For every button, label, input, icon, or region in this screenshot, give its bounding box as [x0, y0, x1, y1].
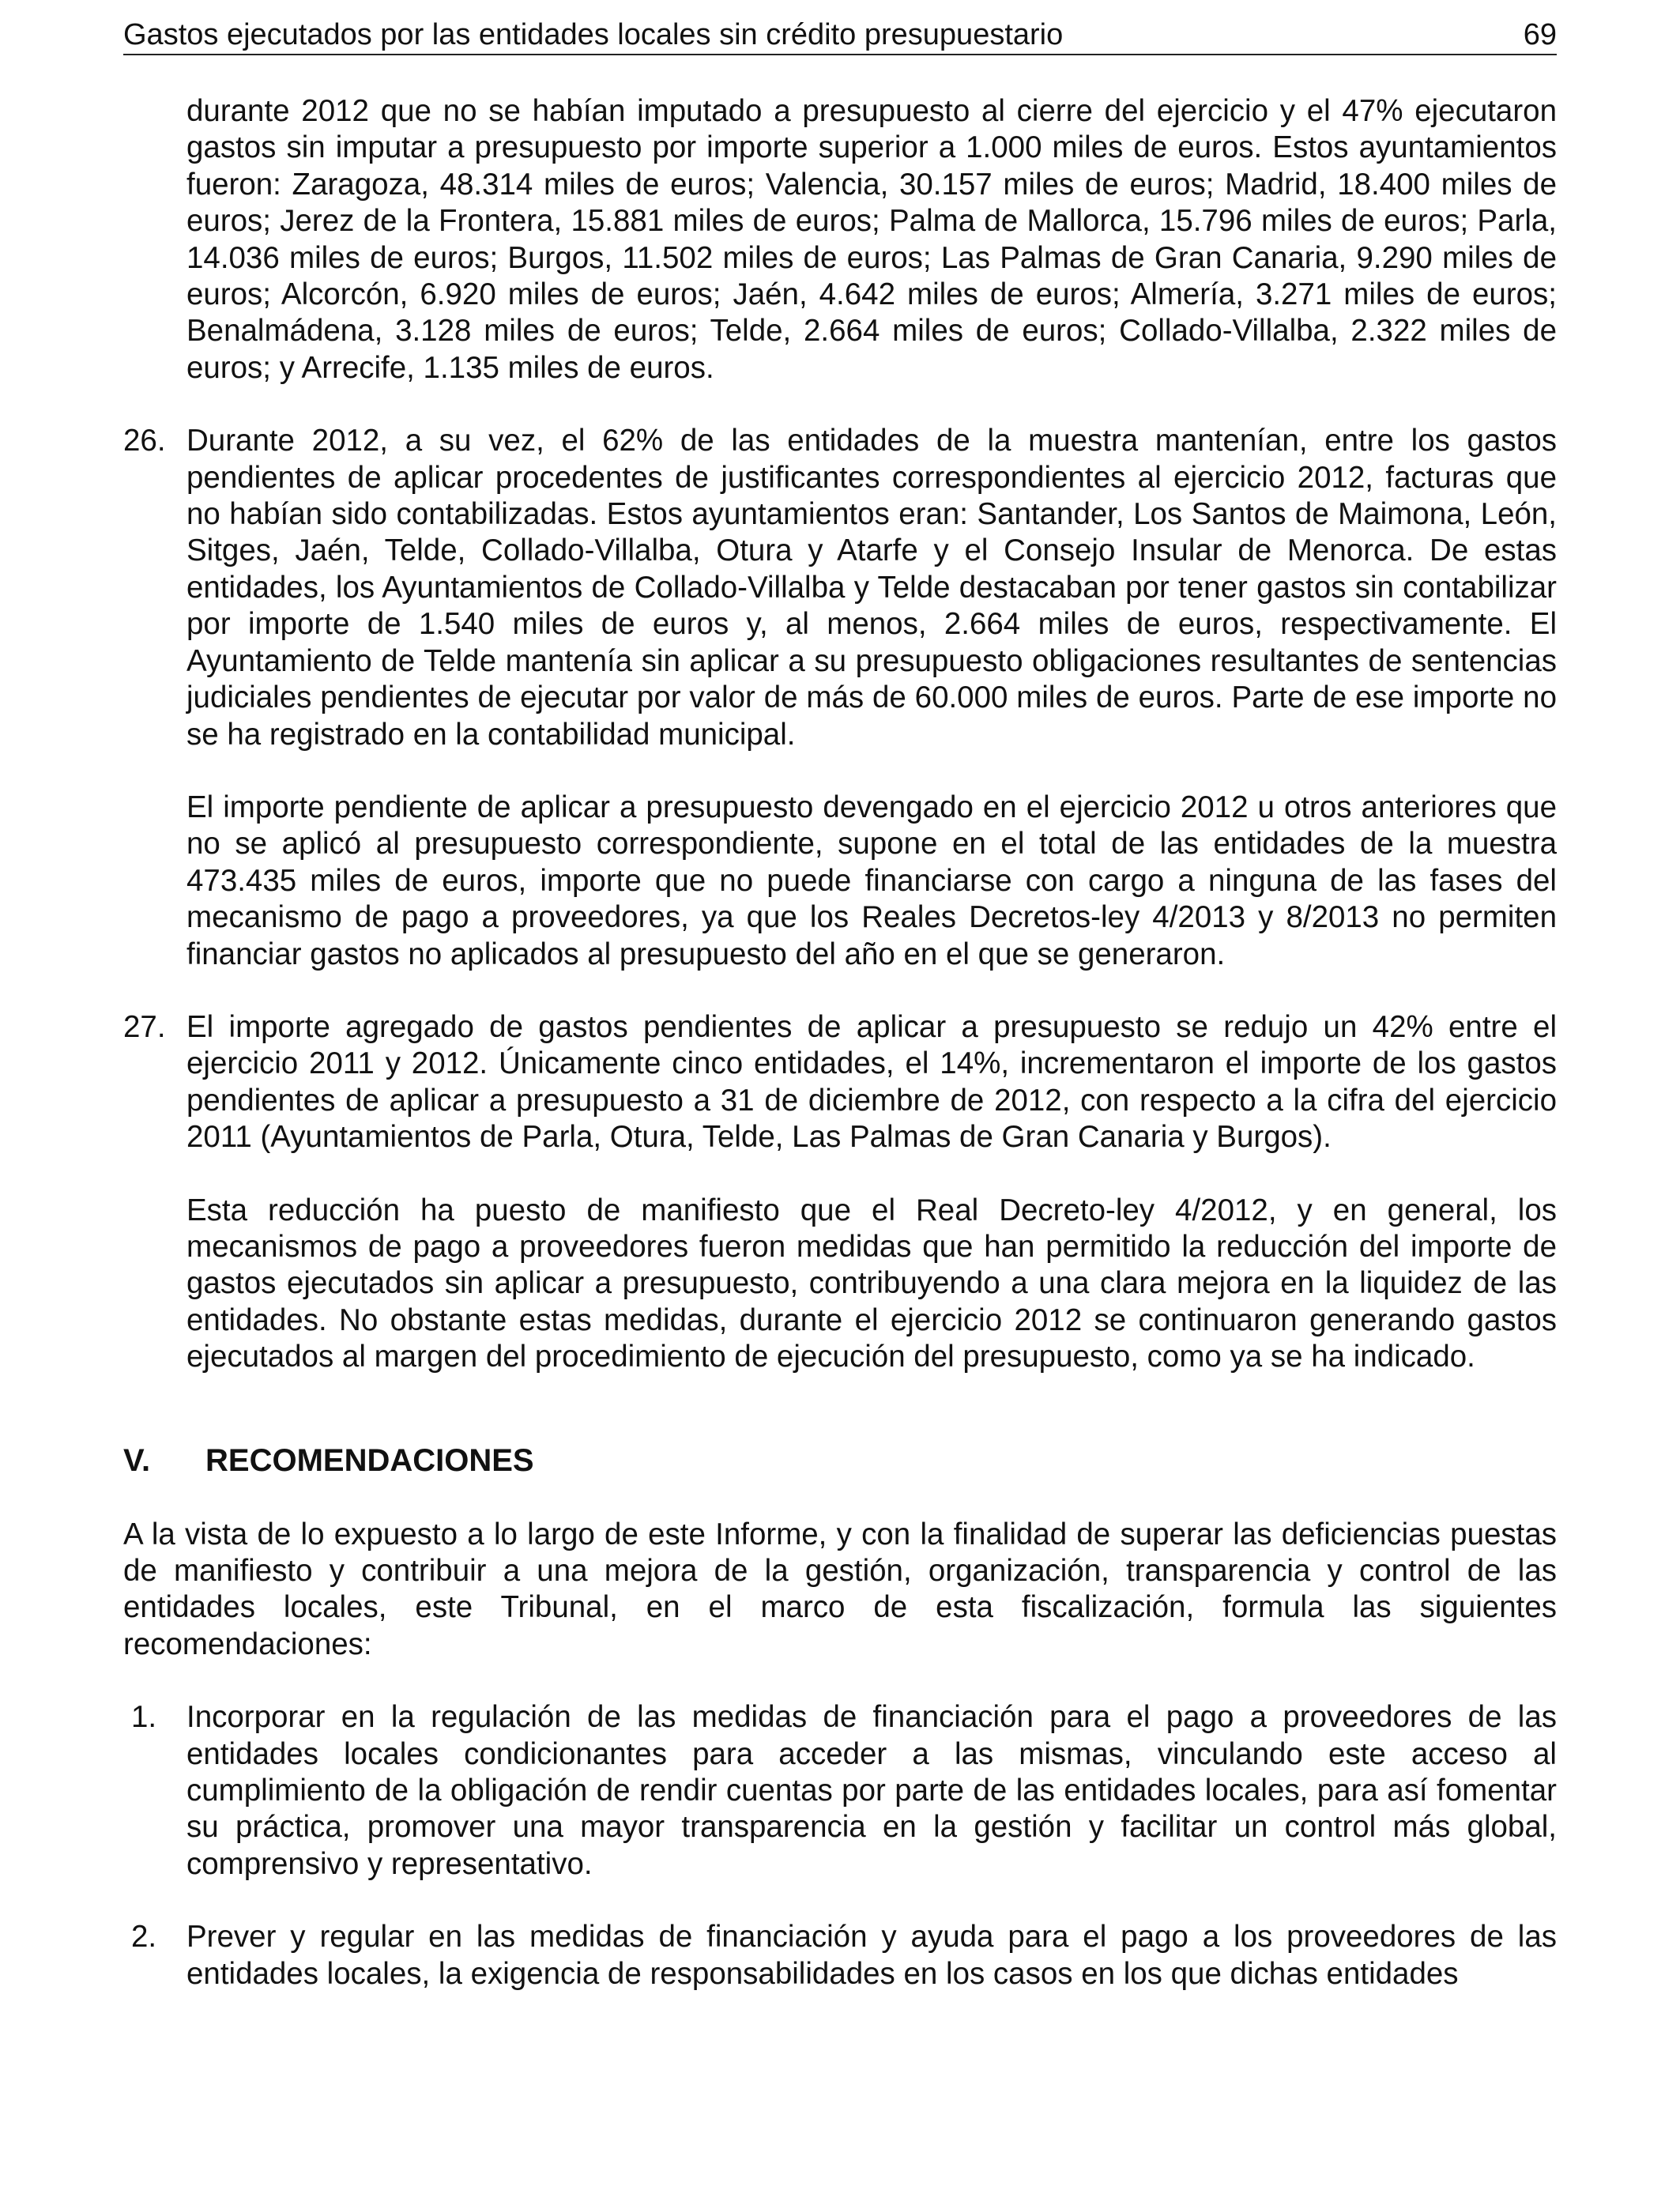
paragraph-number: 26. — [123, 424, 166, 458]
paragraph-27-followup: Esta reducción ha puesto de manifiesto que el Real Decreto-ley 4/2012, y en general, los mecanismos de pago a proveedores fueron medidas que han permitido la reducción del importe de gastos ejecutados sin aplicar a presupuesto, contribuyendo a una clara mejora en la liquidez de las entidades. No obstante estas medidas, durante el ejercicio 2012 se continuaron generando gastos ejecutados al margen del procedimiento de ejecución del presupuesto, como ya se ha indicado. — [186, 1193, 1557, 1374]
continuation-paragraph: durante 2012 que no se habían imputado a presupuesto al cierre del ejercicio y el 47% ejecutaron gastos sin imputar a presupuesto por importe superior a 1.000 miles de euros. Estos ayuntamientos fueron: Zaragoza, 48.314 miles de euros; Valencia, 30.157 miles de euros; Madrid, 18.400 miles de euros; Jerez de la Frontera, 15.881 miles de euros; Palma de Mallorca, 15.796 miles de euros; Parla, 14.036 miles de euros; Burgos, 11.502 miles de euros; Las Palmas de Gran Canaria, 9.290 miles de euros; Alcorcón, 6.920 miles de euros; Jaén, 4.642 miles de euros; Almería, 3.271 miles de euros; Benalmádena, 3.128 miles de euros; Telde, 2.664 miles de euros; Collado-Villalba, 2.322 miles de euros; y Arrecife, 1.135 miles de euros. — [186, 94, 1557, 385]
paragraph-text: El importe agregado de gastos pendientes de aplicar a presupuesto se redujo un 42% entre el ejercicio 2011 y 2012. Únicamente cinco entidades, el 14%, incrementaron el importe de los gastos pendientes de aplicar a presupuesto a 31 de diciembre de 2012, con respecto a la cifra del ejercicio 2011 (Ayuntamientos de Parla, Otura, Telde, Las Palmas de Gran Canaria y Burgos). — [186, 1009, 1557, 1155]
section-heading — [123, 1441, 1557, 1480]
recommendation-item — [123, 1699, 1557, 1883]
section-title: RECOMENDACIONES — [205, 1442, 534, 1478]
section-number: V. — [123, 1442, 151, 1478]
paragraph-text: Durante 2012, a su vez, el 62% de las entidades de la muestra mantenían, entre los gastos pendientes de aplicar procedentes de justificantes correspondientes al ejercicio 2012, facturas que no habían sido contabilizadas. Estos ayuntamientos eran: Santander, Los Santos de Maimona, León, Sitges, Jaén, Telde, Collado-Villalba, Otura y Atarfe y el Consejo Insular de Menorca. De estas entidades, los Ayuntamientos de Collado-Villalba y Telde destacaban por tener gastos sin contabilizar por importe de 1.540 miles de euros y, al menos, 2.664 miles de euros, respectivamente. El Ayuntamiento de Telde mantenía sin aplicar a su presupuesto obligaciones resultantes de sentencias judiciales pendientes de ejecutar por valor de más de 60.000 miles de euros. Parte de ese importe no se ha registrado en la contabilidad municipal. — [186, 424, 1557, 752]
paragraph-number: 27. — [123, 1009, 166, 1044]
recommendation-item — [123, 1919, 1557, 1992]
page-number: 69 — [1523, 18, 1557, 51]
numbered-paragraph-27 — [123, 1009, 1557, 1156]
recommendation-number: 1. — [131, 1700, 157, 1735]
paragraph-26-followup: El importe pendiente de aplicar a presupuesto devengado en el ejercicio 2012 u otros anteriores que no se aplicó al presupuesto correspondiente, supone en el total de las entidades de la muestra 473.435 miles de euros, importe que no puede financiarse con cargo a ninguna de las fases del mecanismo de pago a proveedores, ya que los Reales Decretos-ley 4/2013 y 8/2013 no permiten financiar gastos no aplicados al presupuesto del año en el que se generaron. — [186, 790, 1557, 971]
section-intro: A la vista de lo expuesto a lo largo de este Informe, y con la finalidad de superar las deficiencias puestas de manifiesto y contribuir a una mejora de la gestión, organización, transparencia y control de las entidades locales, este Tribunal, en el marco de esta fiscalización, formula las siguientes recomendaciones: — [123, 1517, 1557, 1661]
recommendation-text: Incorporar en la regulación de las medidas de financiación para el pago a proveedores de las entidades locales condicionantes para acceder a las mismas, vinculando este acceso al cumplimiento de la obligación de rendir cuentas por parte de las entidades locales, para así fomentar su práctica, promover una mayor transparencia en la gestión y facilitar un control más global, comprensivo y representativo. — [186, 1700, 1557, 1881]
document-body — [123, 93, 1557, 1992]
numbered-paragraph-26 — [123, 423, 1557, 753]
recommendation-number: 2. — [131, 1920, 157, 1955]
header-title: Gastos ejecutados por las entidades locales sin crédito presupuestario — [123, 18, 1064, 51]
page-header — [123, 14, 1557, 55]
recommendation-text: Prever y regular en las medidas de financiación y ayuda para el pago a los proveedores de las entidades locales, la exigencia de responsabilidades en los casos en los que dichas entidades — [186, 1920, 1557, 1991]
